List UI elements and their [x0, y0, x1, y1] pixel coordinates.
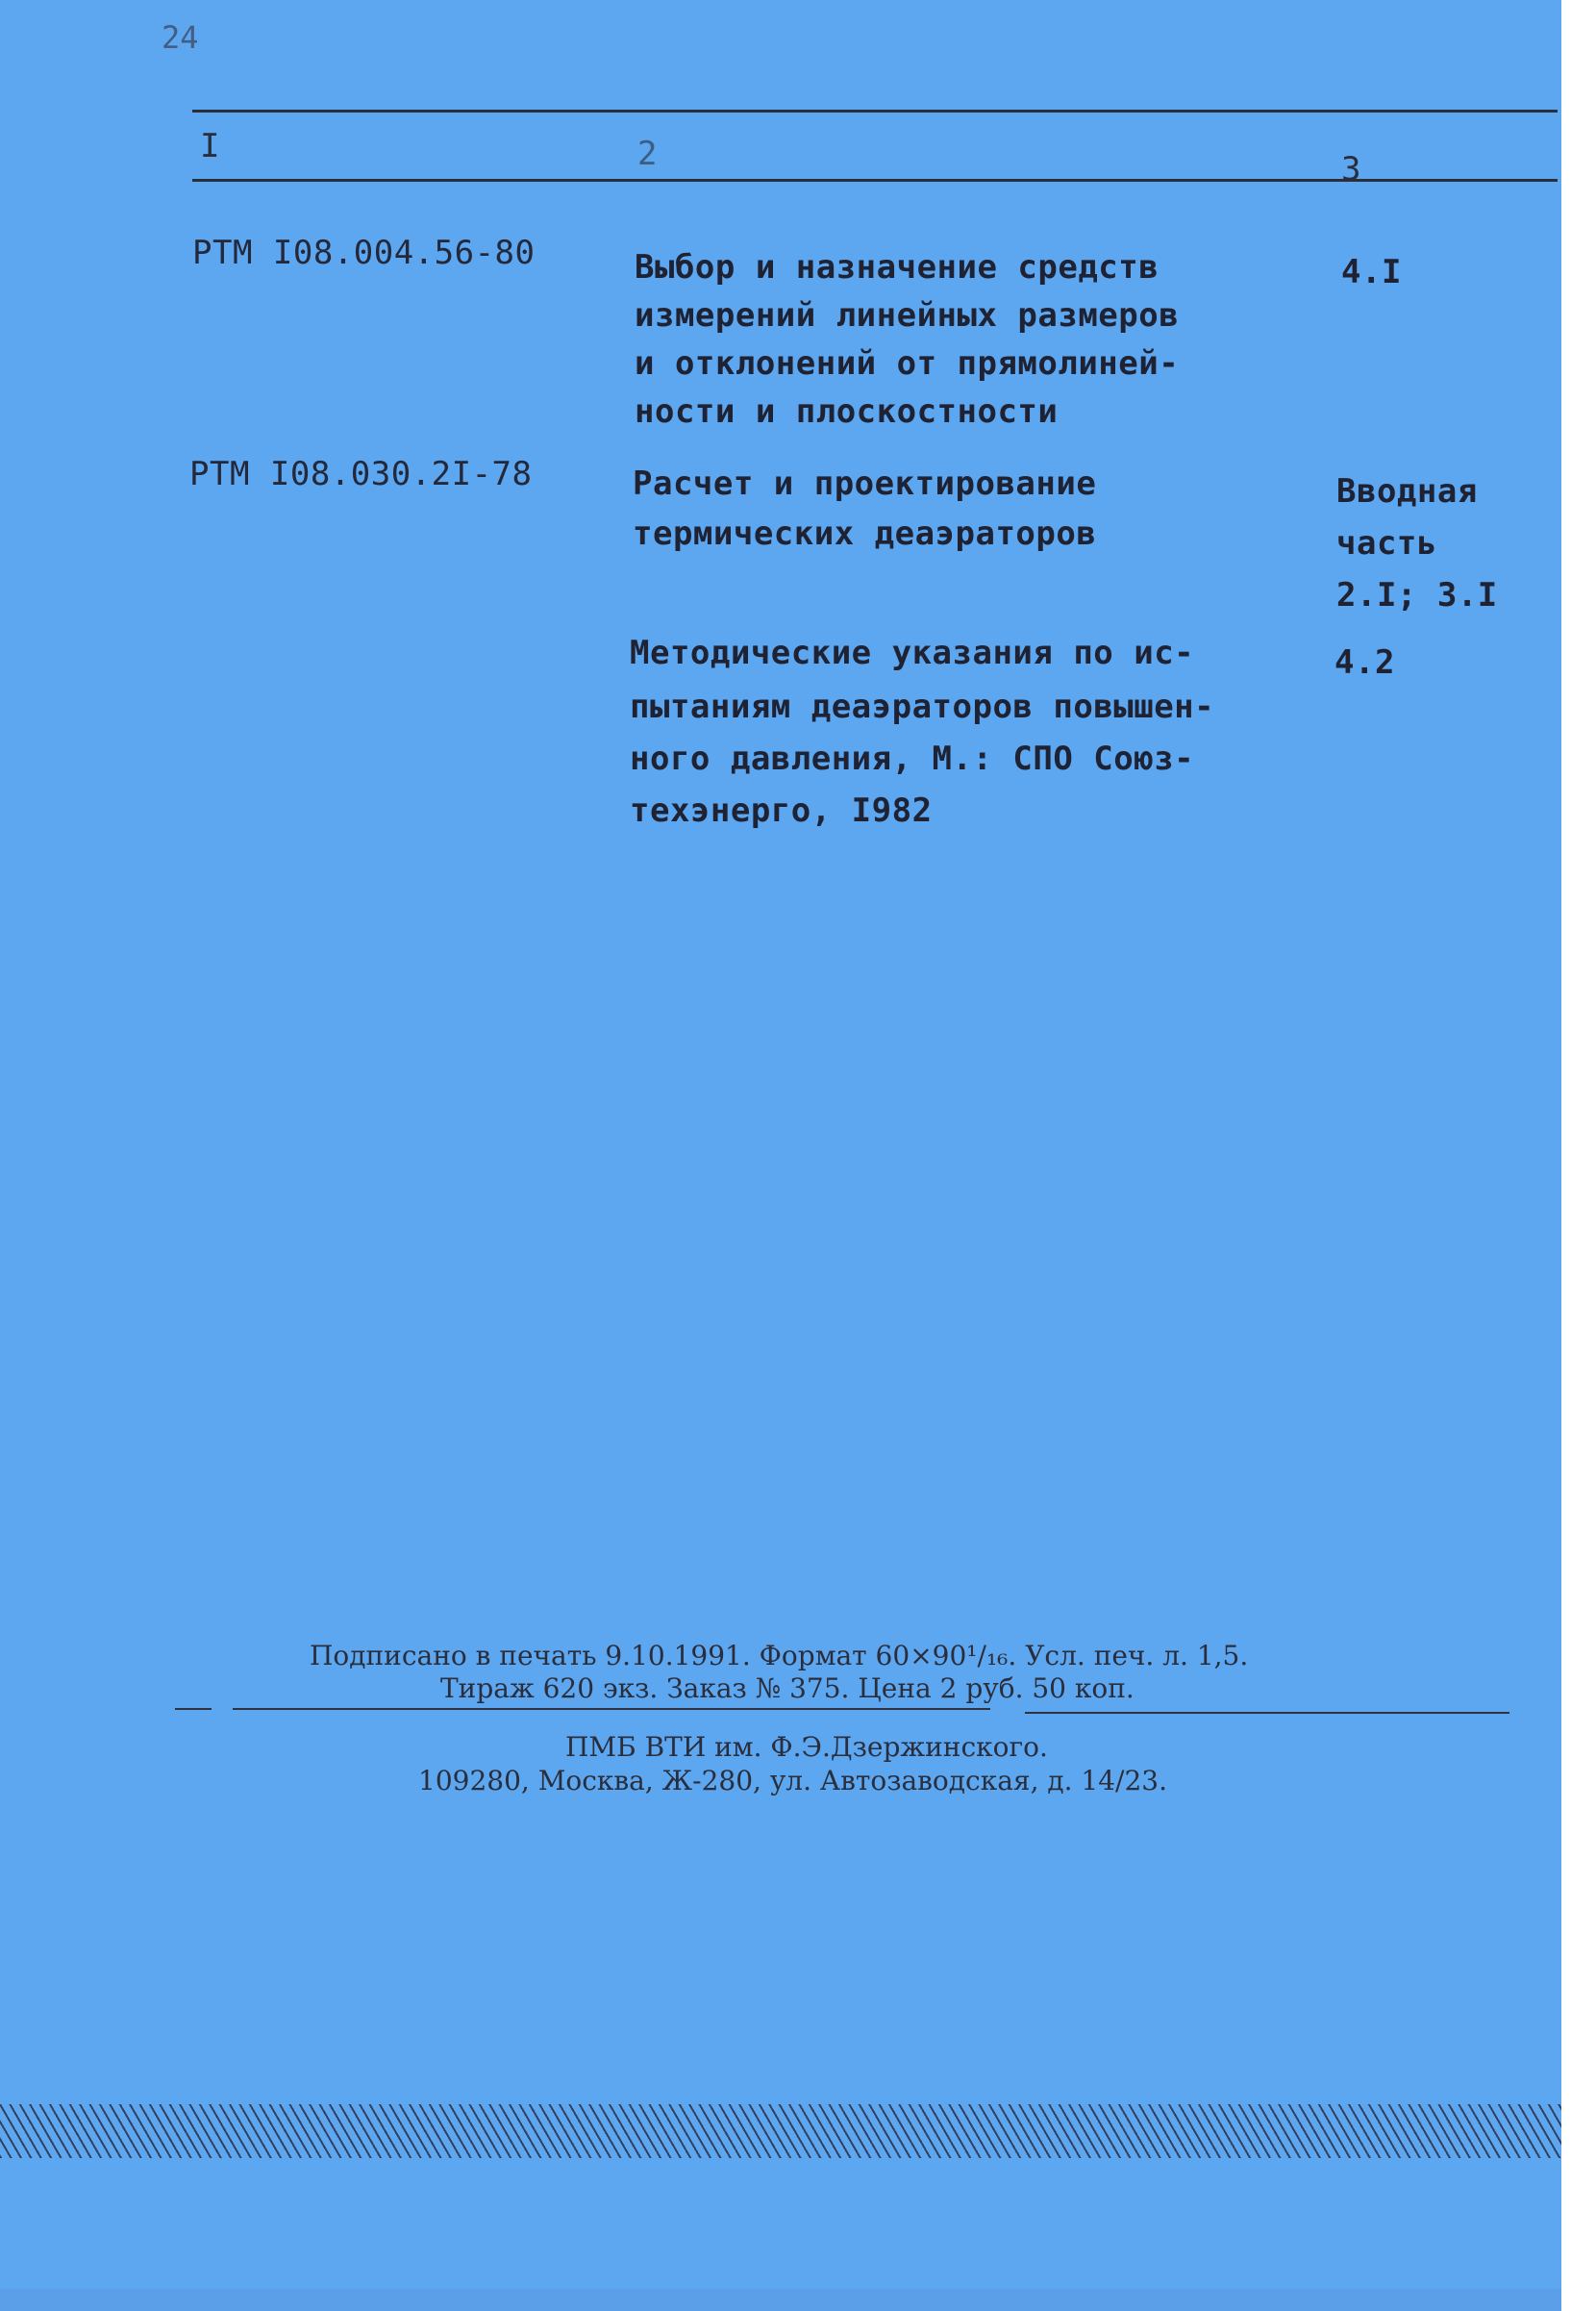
row-2-code: РТМ I08.030.2I-78 [189, 455, 533, 493]
row-3-section: 4.2 [1334, 643, 1395, 682]
row-2-section-line-2: часть [1336, 524, 1437, 563]
imprint-divider-left [175, 1708, 212, 1710]
imprint-line-4: 109280, Москва, Ж-280, ул. Автозаводская, д. 14/23. [418, 1765, 1167, 1796]
imprint-divider-middle [233, 1708, 990, 1710]
row-1-title-line-3: и отклонений от прямолиней- [635, 344, 1180, 383]
row-1-title-line-1: Выбор и назначение средств [635, 248, 1160, 287]
row-3-title-line-2: пытаниям деаэраторов повышен- [630, 688, 1215, 726]
column-header-1: I [200, 127, 220, 165]
imprint-line-1: Подписано в печать 9.10.1991. Формат 60×90¹/₁₆. Усл. печ. л. 1,5. [310, 1640, 1249, 1671]
bottom-edge [0, 2289, 1561, 2311]
row-1-section: 4.I [1341, 253, 1402, 291]
row-3-title-line-4: техэнерго, I982 [630, 791, 933, 830]
column-header-2: 2 [637, 135, 658, 173]
row-2-title-line-2: термических деаэраторов [633, 515, 1097, 553]
row-1-title-line-2: измерений линейных размеров [635, 296, 1180, 335]
imprint-line-3: ПМБ ВТИ им. Ф.Э.Дзержинского. [565, 1731, 1048, 1763]
page-number: 24 [162, 19, 199, 56]
hatched-band [0, 2104, 1561, 2158]
row-2-section-line-1: Вводная [1336, 472, 1478, 511]
row-1-code: РТМ I08.004.56-80 [192, 234, 536, 272]
row-2-title-line-1: Расчет и проектирование [633, 465, 1097, 503]
row-3-title-line-3: ного давления, М.: СПО Союз- [630, 740, 1195, 778]
row-3-title-line-1: Методические указания по ис- [630, 634, 1195, 672]
row-1-title-line-4: ности и плоскостности [635, 392, 1059, 431]
row-2-section-line-3: 2.I; 3.I [1336, 576, 1498, 615]
imprint-divider-right [1025, 1712, 1509, 1714]
column-header-3: 3 [1341, 150, 1361, 188]
imprint-line-2: Тираж 620 экз. Заказ № 375. Цена 2 руб. 50 коп. [440, 1672, 1135, 1704]
table-top-rule [192, 110, 1558, 113]
